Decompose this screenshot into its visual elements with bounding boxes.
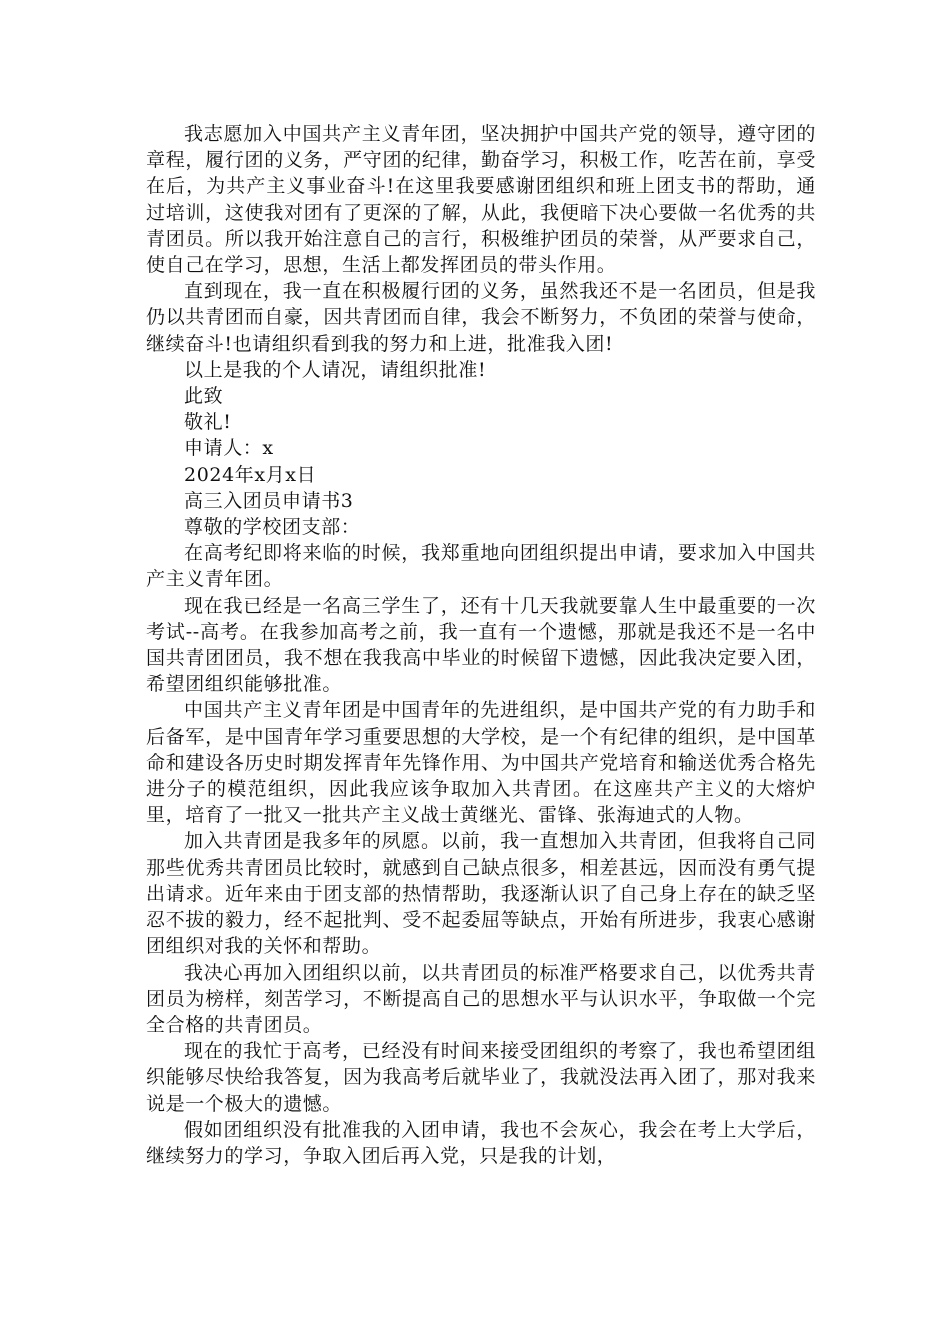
paragraph-5: 中国共产主义青年团是中国青年的先进组织，是中国共产党的有力助手和后备军，是中国青年学习重要思想的大学校，是一个有纪律的组织，是中国革命和建设各历史时期发挥青年先锋作用、为中国共产党培育和输送优秀合格先进分子的模范组织，因此我应该争取加入共青团。在这座共产主义的大熔炉里，培育了一批又一批共产主义战士黄继光、雷锋、张海迪式的人物。 [146,699,816,827]
paragraph-7: 我决心再加入团组织以前，以共青团员的标准严格要求自己，以优秀共青团员为榜样，刻苦学习，不断提高自己的思想水平与认识水平，争取做一个完全合格的共青团员。 [146,961,816,1036]
applicant-line: 申请人：x [184,437,274,460]
greeting: 尊敬的学校团支部： [184,516,361,539]
paragraph-9: 假如团组织没有批准我的入团申请，我也不会灰心，我会在考上大学后，继续努力的学习，争取入团后再入党，只是我的计划， [146,1118,816,1167]
paragraph-3: 在高考纪即将来临的时候，我郑重地向团组织提出申请，要求加入中国共产主义青年团。 [146,542,816,591]
paragraph-4: 现在我已经是一名高三学生了，还有十几天我就要靠人生中最重要的一次考试--高考。在我参加高考之前，我一直有一个遗憾，那就是我还不是一名中国共青团团员，我不想在我我高中毕业的时候留下遗憾，因此我决定要入团，希望团组织能够批准。 [146,594,816,696]
paragraph-6: 加入共青团是我多年的夙愿。以前，我一直想加入共青团，但我将自己同那些优秀共青团员比较时，就感到自己缺点很多，相差甚远，因而没有勇气提出请求。近年来由于团支部的热情帮助，我逐渐认识了自己身上存在的缺乏坚忍不拔的毅力，经不起批判、受不起委屈等缺点，开始有所进步，我衷心感谢团组织对我的关怀和帮助。 [146,830,816,958]
salutation-jing-li: 敬礼! [184,411,232,434]
section-title: 高三入团员申请书3 [184,489,354,512]
paragraph-2: 直到现在，我一直在积极履行团的义务，虽然我还不是一名团员，但是我仍以共青团而自豪，因共青团而自律，我会不断努力，不负团的荣誉与使命，继续奋斗!也请组织看到我的努力和上进，批准我入团! [146,280,816,355]
paragraph-8: 现在的我忙于高考，已经没有时间来接受团组织的考察了，我也希望团组织能够尽快给我答复，因为我高考后就毕业了，我就没法再入团了，那对我来说是一个极大的遗憾。 [146,1040,816,1115]
paragraph-1: 我志愿加入中国共产主义青年团，坚决拥护中国共产党的领导，遵守团的章程，履行团的义务，严守团的纪律，勤奋学习，积极工作，吃苦在前，享受在后，为共产主义事业奋斗!在这里我要感谢团组织和班上团支书的帮助，通过培训，这使我对团有了更深的了解，从此，我便暗下决心要做一名优秀的共青团员。所以我开始注意自己的言行，积极维护团员的荣誉，从严要求自己，使自己在学习，思想，生活上都发挥团员的带头作用。 [146,123,816,277]
date-line: 2024年x月x日 [184,463,317,486]
document-body [146,121,816,1169]
salutation-ci-zhi: 此致 [184,385,224,408]
closing-request: 以上是我的个人请况，请组织批准! [184,358,487,381]
